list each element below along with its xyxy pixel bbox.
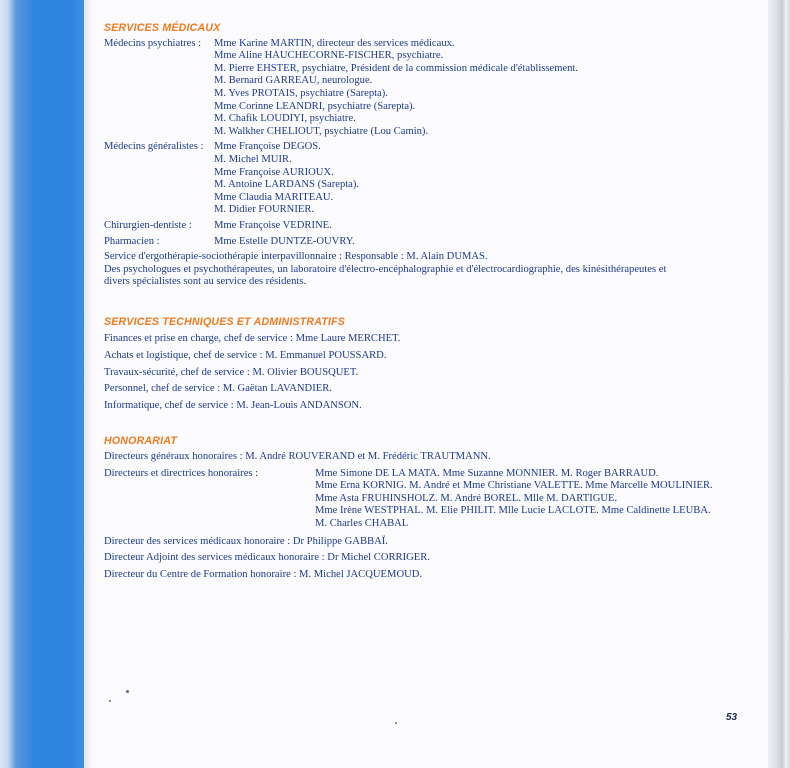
psychiatrists-row — [104, 38, 704, 139]
ergo-line — [104, 251, 704, 264]
list-item — [104, 367, 704, 380]
section-title-technical: SERVICES TECHNIQUES ET ADMINISTRATIFS — [104, 315, 346, 328]
section-title-medical: SERVICES MÉDICAUX — [104, 22, 221, 34]
deputy-director-line — [104, 552, 704, 565]
general-managers-line — [104, 451, 704, 464]
service-name: Travaux-sécurité — [104, 366, 176, 378]
list-item: Mme Aline HAUCHECORNE-FISCHER, psychiatre. — [214, 50, 444, 62]
directors-row — [104, 467, 713, 531]
medical-director-name: Dr Philippe GABBAÏ. — [290, 535, 388, 547]
psychologists-text: Des psychologues et psychothérapeutes, un laboratoire d'électro-encéphalographie et d'électrocardiographie, des kinésithérapeutes et divers spécialistes sont au service des résidents. — [104, 263, 667, 288]
psychiatrists-list — [214, 38, 578, 139]
gutter-shadow — [84, 0, 94, 768]
list-item — [104, 400, 704, 413]
page-content — [104, 22, 713, 585]
ergo-label: Service d'ergothérapie-sociothérapie interpavillonnaire — [104, 251, 337, 263]
list-item: Mme Françoise DEGOS. — [214, 141, 321, 153]
service-head: , chef de service : M. Gaëtan LAVANDIER. — [145, 383, 332, 395]
medical-director-line — [104, 536, 704, 549]
list-item: M. Bernard GARREAU, neurologue. — [214, 75, 373, 87]
list-item — [104, 383, 704, 396]
pharmacist-name: Mme Estelle DUNTZE-OUVRY. — [214, 235, 355, 247]
deputy-director-name: Dr Michel CORRIGER. — [324, 552, 430, 564]
list-item — [104, 350, 704, 363]
directors-label: Directeurs et directrices honoraires : — [104, 467, 259, 479]
list-item: Mme Irène WESTPHAL. M. Elie PHILIT. Mlle Lucie LACLOTE. Mme Caldinette LEUBA. — [315, 505, 711, 517]
training-director-name: M. Michel JACQUEMOUD. — [296, 568, 423, 580]
service-head: , chef de service : M. Olivier BOUSQUET. — [175, 366, 359, 378]
service-head: , chef de service : Mme Laure MERCHET. — [218, 333, 401, 345]
service-name: Personnel — [104, 383, 146, 395]
list-item: M. Pierre EHSTER, psychiatre, Président de la commission médicale d'établissement. — [214, 62, 579, 74]
deputy-director-label: Directeur Adjoint des services médicaux honoraire : — [104, 552, 325, 564]
page-number: 53 — [726, 712, 738, 723]
section-title-honorary: HONORARIAT — [104, 435, 178, 448]
medical-director-label: Directeur des services médicaux honoraire : — [104, 535, 291, 547]
list-item: Mme Karine MARTIN, directeur des services médicaux. — [214, 37, 455, 49]
list-item: M. Didier FOURNIER. — [214, 204, 315, 216]
list-item: Mme Corinne LEANDRI, psychiatre (Sarepta). — [214, 100, 416, 112]
list-item: M. Charles CHABAL — [315, 518, 409, 529]
general-managers-names: M. André ROUVERAND et M. Frédéric TRAUTMANN. — [242, 451, 491, 463]
scan-speck — [126, 690, 129, 693]
list-item: Mme Simone DE LA MATA. Mme Suzanne MONNIER. M. Roger BARRAUD. — [315, 467, 659, 479]
dentist-name: Mme Françoise VEDRINE. — [214, 219, 332, 231]
service-name: Finances et prise en charge — [104, 333, 219, 345]
training-director-line — [104, 569, 704, 582]
service-name: Informatique — [104, 399, 160, 411]
page-edge — [768, 0, 790, 768]
list-item: M. Michel MUIR. — [214, 153, 292, 165]
ergo-responsible: : Responsable : M. Alain DUMAS. — [336, 251, 488, 263]
list-item: Mme Erna KORNIG. M. André et Mme Christiane VALETTE. Mme Marcelle MOULINIER. — [315, 480, 713, 492]
list-item: M. Antoine LARDANS (Sarepta). — [214, 179, 360, 191]
directors-list — [315, 468, 713, 531]
psychiatrists-label: Médecins psychiatres : — [104, 37, 202, 49]
pharmacist-label: Pharmacien : — [104, 235, 160, 247]
dentist-row — [104, 220, 704, 233]
generalists-list — [214, 141, 359, 217]
list-item — [104, 333, 704, 346]
list-item: M. Walkher CHELIOUT, psychiatre (Lou Camin). — [214, 125, 429, 137]
pharmacist-row — [104, 236, 704, 249]
scan-speck — [109, 700, 111, 702]
list-item: Mme Françoise AURIOUX. — [214, 166, 334, 178]
list-item: M. Yves PROTAIS, psychiatre (Sarepta). — [214, 87, 388, 99]
service-name: Achats et logistique — [104, 350, 189, 362]
service-head: , chef de service : M. Jean-Louis ANDANSON. — [159, 399, 362, 411]
list-item: Mme Claudia MARITEAU. — [214, 191, 334, 203]
dentist-label: Chirurgien-dentiste : — [104, 219, 192, 231]
list-item: M. Chafik LOUDIYI, psychiatre. — [214, 113, 356, 125]
blue-side-band — [0, 0, 84, 768]
general-managers-label: Directeurs généraux honoraires : — [104, 451, 243, 463]
training-director-label: Directeur du Centre de Formation honoraire : — [104, 568, 297, 580]
generalists-row — [104, 141, 704, 217]
scan-speck — [395, 722, 397, 724]
generalists-label: Médecins généralistes : — [104, 141, 204, 153]
list-item: Mme Asta FRUHINSHOLZ. M. André BOREL. Mlle M. DARTIGUE. — [315, 492, 618, 504]
service-head: , chef de service : M. Emmanuel POUSSARD. — [188, 350, 387, 362]
